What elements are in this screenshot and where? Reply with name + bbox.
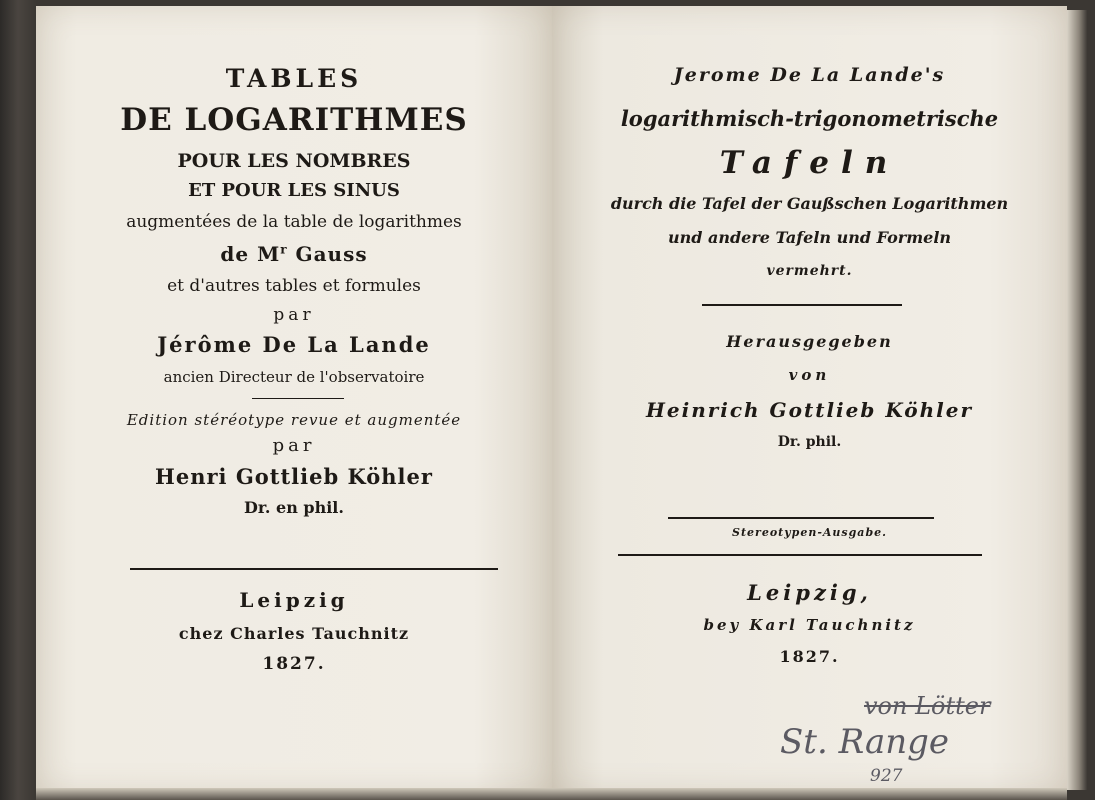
right-upper-rule — [702, 304, 902, 306]
left-line-nombres: POUR LES NOMBRES — [177, 150, 411, 172]
left-line-augmentees: augmentées de la table de logarithmes — [126, 212, 462, 232]
right-line-durch: durch die Tafel der Gaußschen Logarithmen — [610, 194, 1009, 213]
page-block-edge — [1067, 10, 1087, 790]
left-page — [36, 6, 553, 792]
right-publisher: bey Karl Tauchnitz — [703, 616, 916, 634]
left-par-1: par — [273, 305, 315, 325]
right-editor-degree: Dr. phil. — [777, 434, 842, 450]
left-title-line2: DE LOGARITHMES — [120, 102, 468, 138]
handwritten-struck-note: von Lötter — [864, 692, 991, 720]
gauss-prefix: de M — [220, 242, 281, 266]
handwritten-signature: St. Range — [780, 722, 950, 762]
right-line-lalande: Jerome De La Lande's — [673, 64, 946, 86]
left-edition: Edition stéréotype revue et augmentée — [126, 411, 462, 429]
left-year: 1827. — [262, 654, 326, 674]
left-city: Leipzig — [239, 588, 349, 612]
right-edition-rule-bottom — [618, 554, 982, 556]
book-bottom-edge — [36, 788, 1067, 800]
right-editor: Heinrich Gottlieb Köhler — [645, 398, 974, 422]
right-line-logarithmisch: logarithmisch-trigonometrische — [620, 106, 999, 131]
left-author: Jérôme De La Lande — [157, 332, 431, 357]
left-editor: Henri Gottlieb Köhler — [155, 464, 433, 489]
right-line-tafeln: Tafeln — [719, 145, 900, 181]
right-line-und-andere: und andere Tafeln und Formeln — [667, 228, 952, 247]
left-title-line1: TABLES — [225, 64, 363, 93]
left-line-sinus: ET POUR LES SINUS — [188, 180, 400, 201]
right-year: 1827. — [779, 647, 840, 666]
right-herausgegeben: Herausgegeben — [726, 332, 893, 351]
right-edition: Stereotypen-Ausgabe. — [732, 526, 887, 539]
right-von: von — [788, 366, 831, 384]
left-publisher: chez Charles Tauchnitz — [178, 624, 410, 643]
left-par-2: par — [272, 435, 316, 456]
left-line-gauss — [36, 242, 552, 266]
handwritten-number: 927 — [870, 766, 903, 786]
left-line-autres-tables: et d'autres tables et formules — [167, 276, 421, 296]
right-line-vermehrt: vermehrt. — [766, 263, 853, 279]
gauss-name: Gauss — [287, 242, 368, 266]
left-author-role: ancien Directeur de l'observatoire — [163, 368, 425, 386]
right-city: Leipzig, — [747, 580, 872, 605]
right-edition-rule-top — [668, 517, 934, 519]
gauss-superscript: r — [280, 242, 288, 257]
left-short-rule — [252, 398, 344, 399]
left-long-rule — [130, 568, 498, 570]
right-page — [552, 6, 1067, 792]
left-editor-degree: Dr. en phil. — [244, 498, 344, 517]
